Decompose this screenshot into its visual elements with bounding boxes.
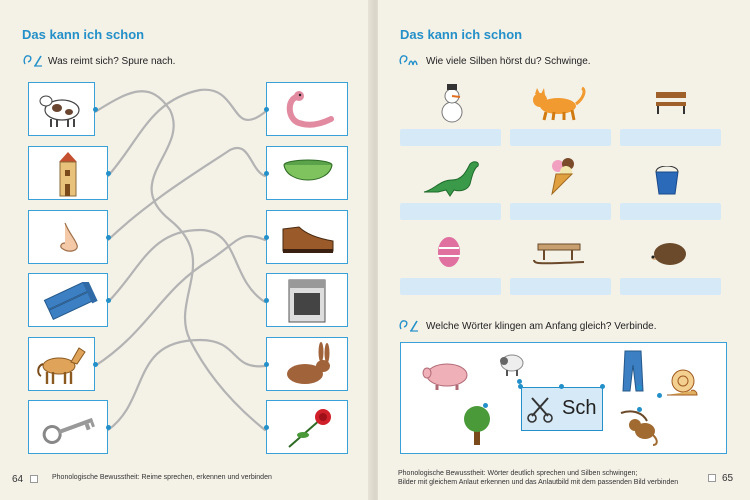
monkey-icon xyxy=(619,407,661,447)
syllable-answer-field[interactable] xyxy=(510,278,611,295)
page-title: Das kann ich schon xyxy=(22,27,145,42)
ice-cream-icon xyxy=(544,156,580,196)
syllable-answer-field[interactable] xyxy=(400,278,501,295)
hedgehog-icon xyxy=(648,236,690,268)
rabbit-icon xyxy=(279,342,337,388)
worm-icon xyxy=(279,89,337,131)
syllable-answer-field[interactable] xyxy=(510,129,611,146)
connector-dot[interactable] xyxy=(106,425,111,430)
easter-egg-icon xyxy=(436,234,462,270)
syllable-answer-field[interactable] xyxy=(620,278,721,295)
rhyme-card-trousers xyxy=(28,273,108,327)
pig-icon xyxy=(421,357,471,391)
connector-dot[interactable] xyxy=(264,235,269,240)
connector-dot[interactable] xyxy=(637,385,642,390)
syllable-answer-field[interactable] xyxy=(620,129,721,146)
rhyme-card-shoe xyxy=(266,210,348,264)
connector-dot[interactable] xyxy=(264,298,269,303)
sheep-icon xyxy=(499,351,525,377)
rose-icon xyxy=(279,405,337,451)
connector-dot[interactable] xyxy=(264,362,269,367)
scissors-icon xyxy=(526,394,556,424)
rhyme-card-rose xyxy=(266,400,348,454)
footer-text-line1: Phonologische Bewusstheit: Wörter deutlich sprechen und Silben schwingen; xyxy=(398,470,638,477)
page-box xyxy=(708,474,716,482)
rhyme-card-key xyxy=(28,400,108,454)
instruction-text: Welche Wörter klingen am Anfang gleich? Verbinde. xyxy=(426,321,657,332)
shoe-icon xyxy=(277,221,339,257)
syllable-answer-field[interactable] xyxy=(400,203,501,220)
anlaut-word: Sch xyxy=(562,397,597,419)
connector-dot[interactable] xyxy=(106,235,111,240)
tower-icon xyxy=(53,150,83,198)
rhyme-card-nose xyxy=(28,210,108,264)
connector-dot[interactable] xyxy=(483,403,488,408)
page-number: 65 xyxy=(722,473,734,484)
right-page xyxy=(378,0,750,500)
bucket-icon xyxy=(652,166,682,196)
trousers-icon xyxy=(37,282,101,320)
page-box xyxy=(30,475,38,483)
ear-syllable-icon xyxy=(398,54,420,68)
connector-dot[interactable] xyxy=(264,171,269,176)
snowman-icon xyxy=(436,82,468,124)
footer-text-line2: Bilder mit gleichem Anlaut erkennen und das Anlautbild mit dem passenden Bild verbinden xyxy=(398,479,679,486)
connector-dot[interactable] xyxy=(600,384,605,389)
connector-dot[interactable] xyxy=(264,107,269,112)
page-number: 64 xyxy=(12,474,24,485)
horse-icon xyxy=(35,342,89,388)
syllable-answer-field[interactable] xyxy=(620,203,721,220)
syllable-answer-field[interactable] xyxy=(400,129,501,146)
oven-icon xyxy=(287,278,327,324)
connector-dot[interactable] xyxy=(637,407,642,412)
bench-icon xyxy=(652,88,690,116)
instruction-text: Wie viele Silben hörst du? Schwinge. xyxy=(426,56,591,67)
syllable-answer-field[interactable] xyxy=(510,203,611,220)
anlaut-card xyxy=(521,387,603,431)
connector-dot[interactable] xyxy=(93,362,98,367)
tree-icon xyxy=(457,403,497,447)
connector-dot[interactable] xyxy=(106,171,111,176)
connector-dot[interactable] xyxy=(657,393,662,398)
connector-dot[interactable] xyxy=(559,384,564,389)
cat-icon xyxy=(530,86,588,122)
rhyme-card-rabbit xyxy=(266,337,348,391)
instruction-text: Was reimt sich? Spure nach. xyxy=(48,56,176,67)
matching-panel xyxy=(400,342,727,454)
snail-icon xyxy=(663,365,701,399)
rhyme-card-bowl xyxy=(266,146,348,200)
left-page xyxy=(0,0,372,500)
connector-dot[interactable] xyxy=(264,425,269,430)
rhyme-card-oven xyxy=(266,273,348,327)
connector-dot[interactable] xyxy=(93,107,98,112)
cow-icon xyxy=(37,87,87,131)
dinosaur-icon xyxy=(420,158,482,198)
connector-dot[interactable] xyxy=(518,384,523,389)
rhyme-card-cow xyxy=(28,82,95,136)
nose-icon xyxy=(51,221,87,255)
page-title: Das kann ich schon xyxy=(400,27,523,42)
footer-text: Phonologische Bewusstheit: Reime sprechen, erkennen und verbinden xyxy=(52,474,272,481)
bowl-icon xyxy=(279,157,337,191)
ear-pencil-icon xyxy=(398,319,420,333)
rhyme-card-tower xyxy=(28,146,108,200)
rhyme-card-horse xyxy=(28,337,95,391)
sled-icon xyxy=(530,238,588,268)
rhyme-card-worm xyxy=(266,82,348,136)
connector-dot[interactable] xyxy=(106,298,111,303)
key-icon xyxy=(39,411,101,445)
